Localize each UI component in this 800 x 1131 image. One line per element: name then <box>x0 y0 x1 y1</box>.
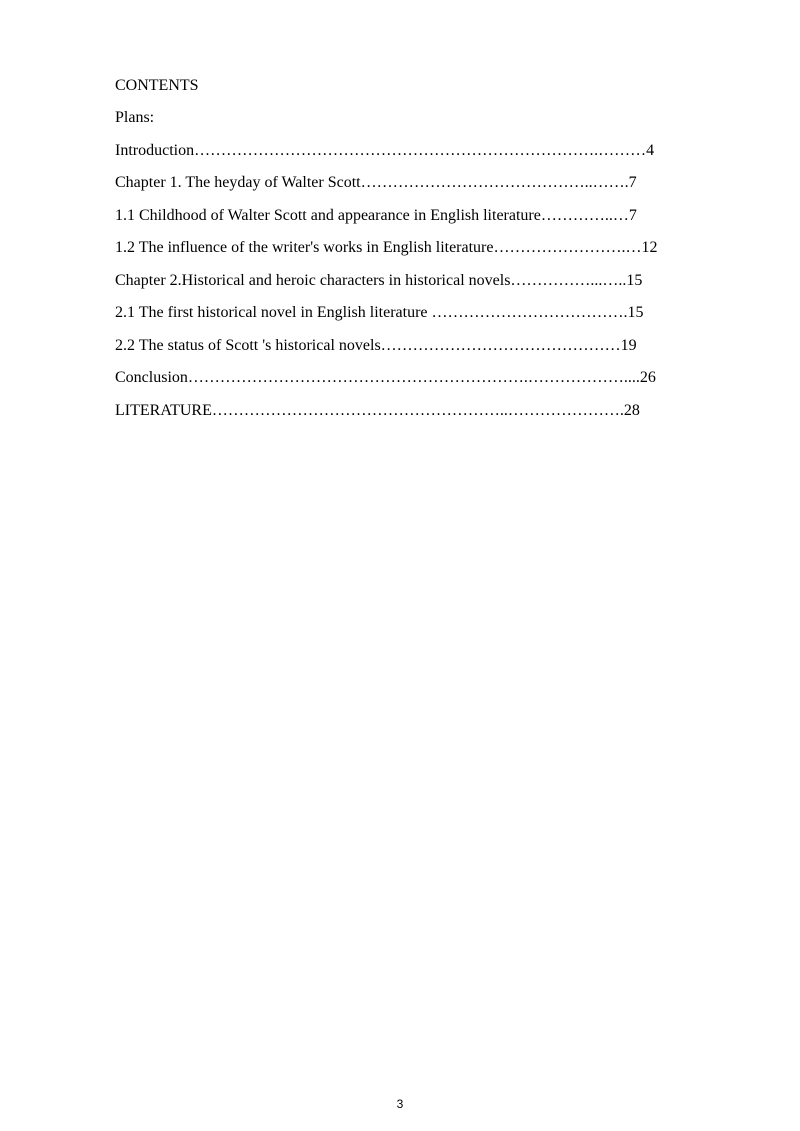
contents-heading: CONTENTS <box>115 77 199 94</box>
toc-entry-literature: LITERATURE………………………………………………..………………….28 <box>115 401 640 419</box>
page-number: 3 <box>396 1097 404 1111</box>
toc-entry-section-2-2: 2.2 The status of Scott 's historical novels………………………………………19 <box>115 336 637 354</box>
toc-entry-section-2-1: 2.1 The first historical novel in English literature ……………………………….15 <box>115 304 644 321</box>
table-of-contents <box>115 76 755 421</box>
toc-entry-section-1-2: 1.2 The influence of the writer's works in English literature…………………….…12 <box>115 239 658 256</box>
toc-entry-section-1-1: 1.1 Childhood of Walter Scott and appearance in English literature…………..…7 <box>115 206 637 224</box>
toc-entry-introduction: Introduction………………………………………………………………….………4 <box>115 141 655 159</box>
toc-entry-chapter-2: Chapter 2.Historical and heroic characters in historical novels……………...…..15 <box>115 271 643 289</box>
plans-label: Plans: <box>115 109 155 126</box>
toc-entry-conclusion: Conclusion……………………………………………………….………………....26 <box>115 369 656 386</box>
toc-entry-chapter-1: Chapter 1. The heyday of Walter Scott……………………………………..…….7 <box>115 174 637 191</box>
